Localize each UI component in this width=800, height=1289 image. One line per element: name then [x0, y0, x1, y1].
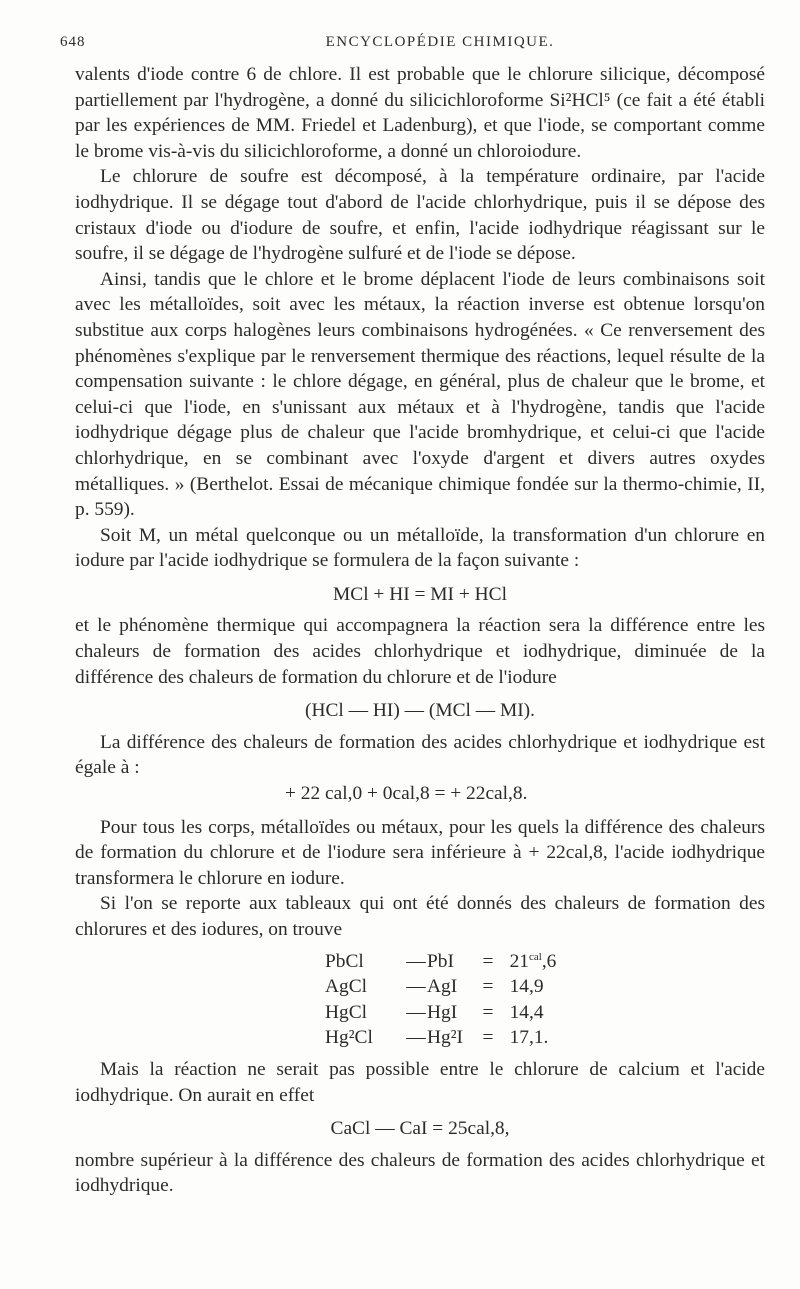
paragraph-8: Si l'on se reporte aux tableaux qui ont été donnés des chaleurs de formation des chlorures et des iodures, on trouve	[75, 893, 765, 940]
table-cell-iodide: Hg²I	[427, 1027, 463, 1049]
table-row	[325, 974, 765, 1000]
table-cell-integer: 14	[509, 1001, 529, 1023]
equation-heat-difference: + 22 cal,0 + 0cal,8 = + 22cal,8.	[285, 783, 528, 805]
table-cell-chloride: Hg²Cl	[325, 1027, 373, 1049]
paragraph-7: Pour tous les corps, métalloïdes ou métaux, pour les quels la différence des chaleurs de formation du chlorure et de l'iodure sera inférieure à + 22cal,8, l'acide iodhydrique transformera le chlorure en iodure.	[75, 816, 765, 889]
table-cell-equals: =	[482, 1027, 494, 1049]
paragraph-10: nombre supérieur à la différence des chaleurs de formation des acides chlorhydrique et iodhydrique.	[75, 1149, 765, 1197]
paragraph-2: Le chlorure de soufre est décomposé, à la température ordinaire, par l'acide iodhydrique. Il se dégage tout d'abord de l'acide chlorhydrique, puis il se dépose des cristaux d'iode ou d'iodure de soufre, et enfin, l'acide iodhydrique réagissant sur le soufre, il se dégage de l'hydrogène sulfuré et de l'iode se dépose.	[75, 166, 765, 265]
table-cell-iodide: PbI	[427, 950, 454, 972]
table-cell-integer: 17	[509, 1027, 529, 1049]
paragraph-5: et le phénomène thermique qui accompagnera la réaction sera la différence entre les chaleurs de formation des acides chlorhydrique et iodhydrique, diminuée de la différence des chaleurs de formation du chlorure et de l'iodure	[75, 615, 765, 688]
equation-reaction: MCl + HI = MI + HCl	[333, 583, 507, 605]
paragraph-4: Soit M, un métal quelconque ou un métalloïde, la transformation d'un chlorure en iodure par l'acide iodhydrique se formulera de la façon suivante :	[75, 524, 765, 572]
table-cell-decimal: ,4	[529, 1001, 544, 1023]
table-cell-decimal-value: ,6	[541, 950, 557, 972]
paragraph-3: Ainsi, tandis que le chlore et le brome déplacent l'iode de leurs combinaisons soit avec les métalloïdes, soit avec les métaux, la réaction inverse est obtenue lorsqu'on substitue aux corps halogènes leurs combinaisons hydrogénées. « Ce renversement des phénomènes s'explique par le renversement thermique des réactions, lequel résulte de la compensation suivante : le chlore dégage, en général, plus de chaleur que le brome, et celui-ci que l'iode, en s'unissant aux métaux et à l'hydrogène, tandis que l'acide iodhydrique dégage plus de chaleur que l'acide bromhydrique, et celui-ci que l'acide chlorhydrique, en se combinant avec l'oxyde d'argent et divers autres oxydes métalliques. » (Berthelot. Essai de mécanique chimique fondée sur la thermo-chimie, II, p. 559).	[75, 268, 765, 521]
table-cell-dash: —	[406, 1001, 426, 1023]
table-cell-dash: —	[406, 976, 426, 998]
table-cell-iodide: HgI	[427, 1001, 458, 1023]
table-cell-equals: =	[482, 1001, 494, 1023]
table-cell-integer: 14	[509, 976, 529, 998]
page-number: 648	[60, 34, 86, 50]
table-cell-decimal	[529, 949, 569, 975]
heat-table	[325, 949, 765, 1051]
table-cell-dash: —	[406, 950, 426, 972]
table-cell-decimal: ,1.	[529, 1027, 549, 1049]
table-cell-decimal: ,9	[529, 976, 544, 998]
equation-difference: (HCl — HI) — (MCl — MI).	[305, 700, 535, 722]
table-row	[325, 949, 765, 975]
table-cell-iodide: AgI	[427, 976, 458, 998]
page-header	[60, 34, 760, 56]
equation-calcium: CaCl — CaI = 25cal,8,	[330, 1118, 510, 1140]
table-cell-integer: 21	[509, 950, 529, 972]
table-cell-equals: =	[482, 976, 494, 998]
paragraph-6: La différence des chaleurs de formation des acides chlorhydrique et iodhydrique est égale à :	[75, 731, 765, 779]
paragraph-1: valents d'iode contre 6 de chlore. Il est probable que le chlorure silicique, décomposé partiellement par l'hydrogène, a donné du silicichloroforme Si²HCl⁵ (ce fait a été établi par les expériences de MM. Friedel et Ladenburg), et que l'iode, se comportant comme le brome vis-à-vis du silicichloroforme, a donné un chloroiodure.	[75, 64, 765, 162]
table-cell-equals: =	[482, 950, 494, 972]
table-cell-chloride: AgCl	[325, 976, 368, 998]
page-body	[75, 62, 765, 1199]
running-title: ENCYCLOPÉDIE CHIMIQUE.	[325, 34, 555, 50]
table-row	[325, 1000, 765, 1026]
table-cell-chloride: HgCl	[325, 1001, 368, 1023]
table-cell-dash: —	[406, 1027, 426, 1049]
table-cell-unit: cal	[529, 950, 542, 963]
table-row	[325, 1025, 765, 1051]
table-cell-chloride: PbCl	[325, 950, 364, 972]
paragraph-9: Mais la réaction ne serait pas possible entre le chlorure de calcium et l'acide iodhydrique. On aurait en effet	[75, 1058, 765, 1106]
